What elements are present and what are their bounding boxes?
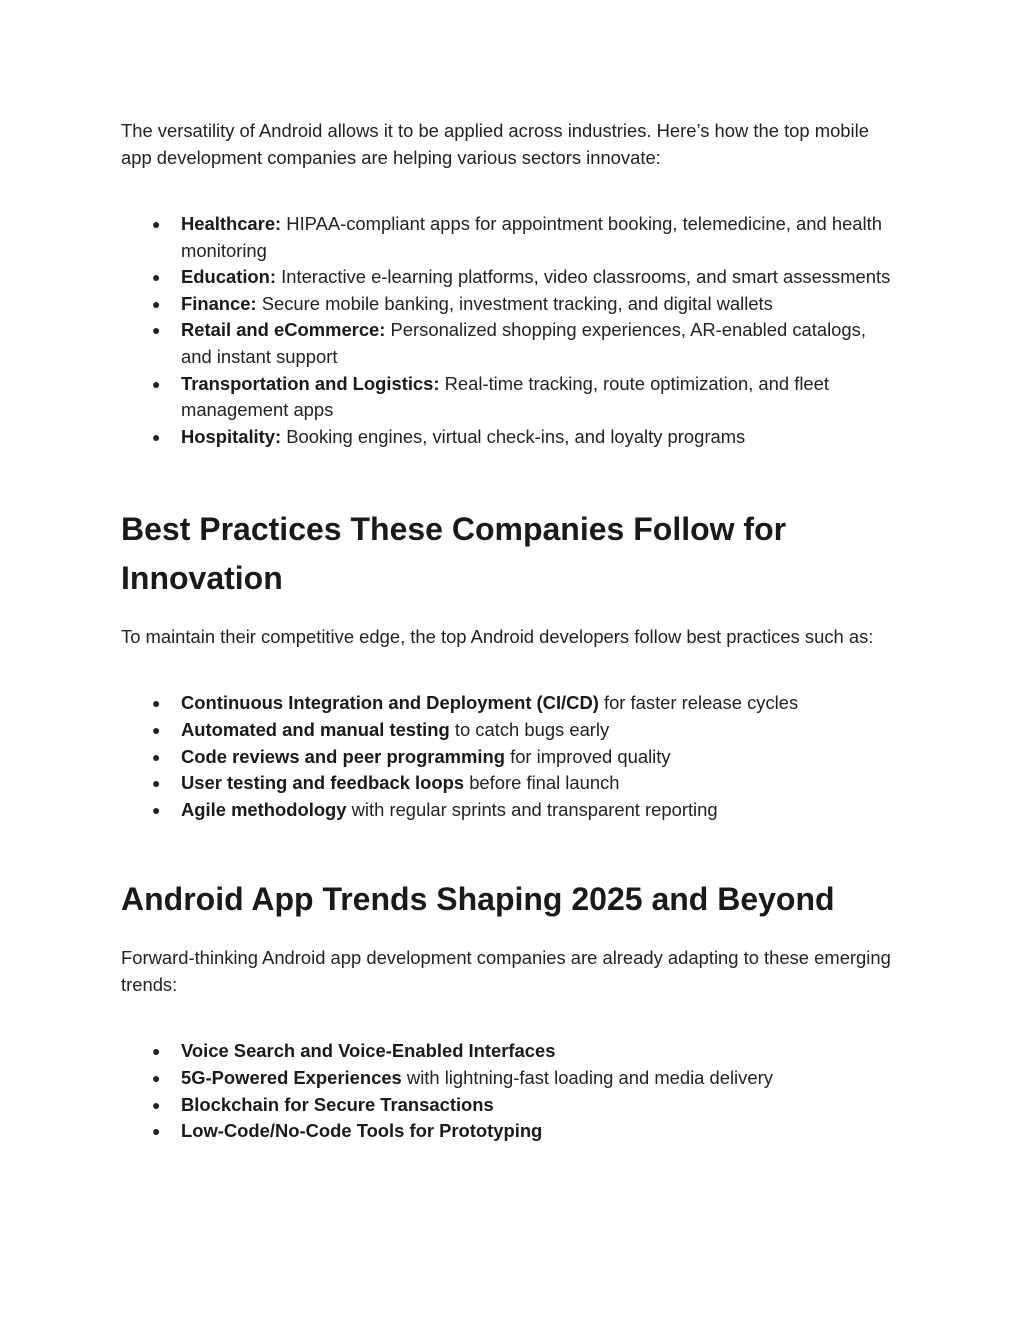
list-item: ● Low-Code/No-Code Tools for Prototyping <box>121 1118 901 1145</box>
list-item: ● Blockchain for Secure Transactions <box>121 1092 901 1119</box>
trends-list <box>121 1038 901 1144</box>
bullet-icon: ● <box>152 1069 161 1086</box>
list-item: ● Agile methodology with regular sprints and transparent reporting <box>121 797 901 824</box>
bullet-icon: ● <box>152 1096 161 1113</box>
trends-intro: Forward-thinking Android app development companies are already adapting to these emerging trends: <box>121 947 891 996</box>
best-practices-intro: To maintain their competitive edge, the top Android developers follow best practices such as: <box>121 626 874 648</box>
bullet-icon: ● <box>152 748 161 765</box>
bullet-icon: ● <box>152 1043 161 1060</box>
bullet-icon: ● <box>152 695 161 712</box>
list-item: ● Continuous Integration and Deployment (CI/CD) for faster release cycles <box>121 690 901 717</box>
document-page <box>121 117 901 1145</box>
list-item: ● Education: Interactive e-learning platforms, video classrooms, and smart assessments <box>121 264 901 291</box>
list-item: ● Transportation and Logistics: Real-time tracking, route optimization, and fleet management apps <box>152 372 829 421</box>
intro-paragraph: The versatility of Android allows it to be applied across industries. Here’s how the top mobile app development companies are helping various sectors innovate: <box>121 120 869 168</box>
list-item: ● Hospitality: Booking engines, virtual check-ins, and loyalty programs <box>121 424 901 451</box>
bullet-icon: ● <box>152 1123 161 1140</box>
list-item: ● Finance: Secure mobile banking, investment tracking, and digital wallets <box>121 291 901 318</box>
list-item: ● Code reviews and peer programming for improved quality <box>121 744 901 771</box>
bullet-icon: ● <box>152 801 161 818</box>
list-item: ● Retail and eCommerce: Personalized shopping experiences, AR-enabled catalogs, and instant support <box>152 319 866 367</box>
section-heading-best-practices: Best Practices These Companies Follow for Innovation <box>121 511 787 597</box>
list-item: ● Automated and manual testing to catch bugs early <box>121 717 901 744</box>
best-practices-list <box>121 690 901 823</box>
bullet-icon: ● <box>152 295 161 312</box>
bullet-icon: ● <box>152 375 161 392</box>
bullet-icon: ● <box>152 428 161 445</box>
bullet-icon: ● <box>152 775 161 792</box>
list-item: ● Healthcare: HIPAA-compliant apps for appointment booking, telemedicine, and health monitoring <box>152 213 882 261</box>
bullet-icon: ● <box>152 269 161 286</box>
industries-list <box>121 211 901 450</box>
bullet-icon: ● <box>152 216 161 232</box>
list-item: ● Voice Search and Voice-Enabled Interfaces <box>121 1038 901 1065</box>
section-heading-trends: Android App Trends Shaping 2025 and Beyond <box>121 881 835 918</box>
bullet-icon: ● <box>152 322 161 339</box>
list-item: ● User testing and feedback loops before final launch <box>121 770 901 797</box>
list-item: ● 5G-Powered Experiences with lightning-fast loading and media delivery <box>121 1065 901 1092</box>
bullet-icon: ● <box>152 721 161 738</box>
